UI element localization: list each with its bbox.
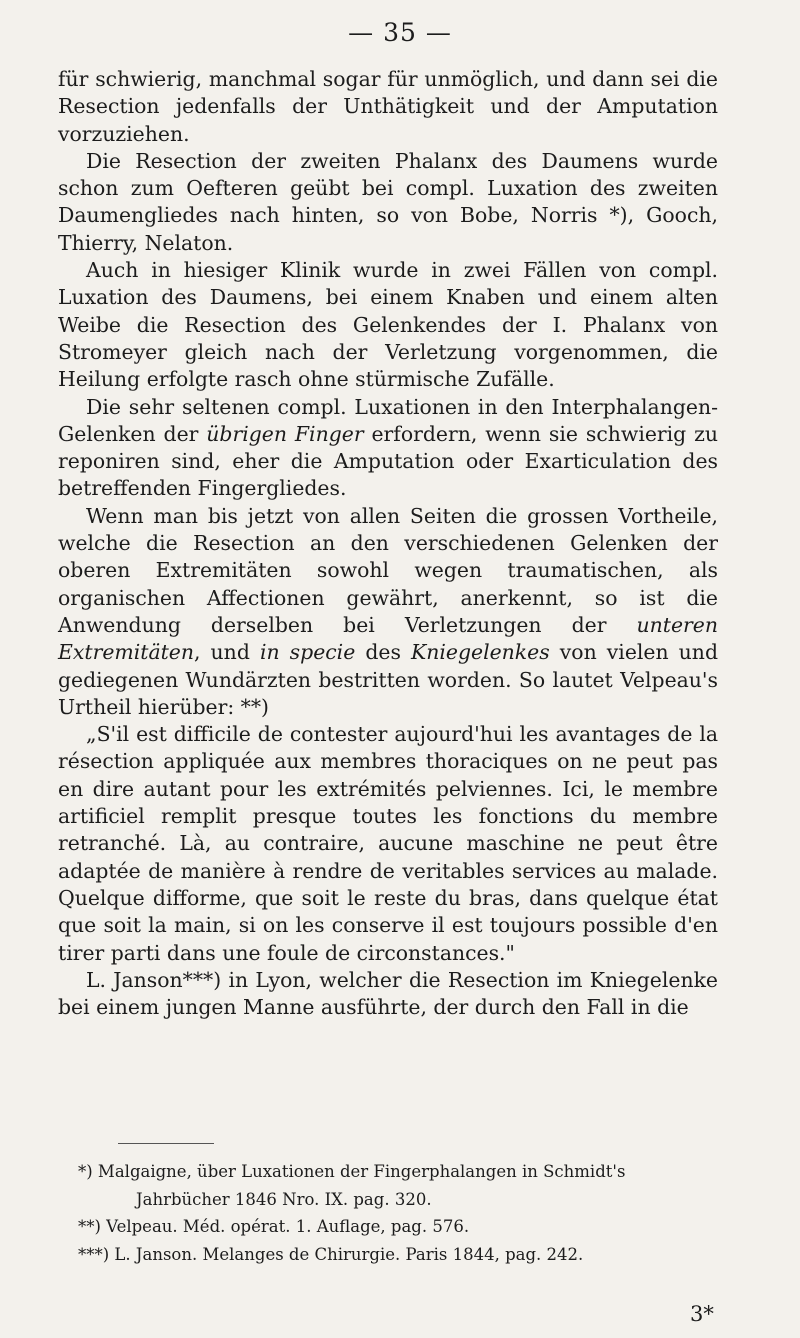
emphasis-knee-joint: Kniegelenkes [411,640,550,665]
page-number: — 35 — [348,18,452,47]
emphasis-fingers: übrigen Finger [206,421,364,446]
emphasis-lower-extremities: unteren Extremitäten [58,612,718,665]
footnote-rule [118,1143,214,1144]
paragraph-2: Die Resection der zweiten Phalanx des Daumens wurde schon zum Oefteren geübt bei compl. Luxation des zweiten Daumengliedes nach hinten, so von Bobe, Norris *), Gooch, Thierry, Nelaton. [58,148,718,255]
footnote-2: **) Velpeau. Méd. opérat. 1. Auflage, pag. 576. [78,1217,470,1236]
footnotes [78,1158,718,1268]
body-text [58,66,718,1021]
paragraph-7: L. Janson***) in Lyon, welcher die Resection im Kniegelenke bei einem jungen Manne ausführte, der durch den Fall in die [58,967,718,1020]
paragraph-5: Wenn man bis jetzt von allen Seiten die grossen Vortheile, welche die Resection an den verschiedenen Gelenken der oberen Extremitäten sowohl wegen traumatischen, als organischen Affectionen gewährt, anerkennt, so ist die Anwendung derselben bei Verletzungen der unteren Extremitäten, und in specie des Kniegelenkes von vielen und gediegenen Wundärzten bestritten worden. So lautet Velpeau's Urtheil hierüber: **) [58,503,718,719]
footnote-3: ***) L. Janson. Melanges de Chirurgie. Paris 1844, pag. 242. [78,1244,584,1264]
paragraph-1: für schwierig, manchmal sogar für unmöglich, und dann sei die Resection jedenfalls der Unthätigkeit und der Amputation vorzuziehen. [58,67,718,146]
paragraph-3: Auch in hiesiger Klinik wurde in zwei Fällen von compl. Luxation des Daumens, bei einem Knaben und einem alten Weibe die Resection des Gelenkendes der I. Phalanx von Stromeyer gleich nach der Verletzung vorgenommen, die Heilung erfolgte rasch ohne stürmische Zufälle. [58,258,718,392]
paragraph-quote: „S'il est difficile de contester aujourd'hui les avantages de la résection appliquée aux membres thoraciques on ne peut pas en dire autant pour les extrémités pelviennes. Ici, le membre artificiel remplit presque toutes les fonctions du membre retranché. Là, au contraire, aucune maschine ne peut être adaptée de manière à rendre de veritables services au malade. Quelque difforme, que soit le reste du bras, dans quelque état que soit la main, si on les conserve il est toujours possible d'en tirer parti dans une foule de circonstances." [58,722,718,965]
emphasis-in-specie: in specie [259,640,356,665]
paragraph-4: Die sehr seltenen compl. Luxationen in den Interphalangen-Gelenken der übrigen Finger erfordern, wenn sie schwierig zu reponiren sind, eher die Amputation oder Exarticulation des betreffenden Fingergliedes. [58,394,719,501]
footnote-1: *) Malgaigne, über Luxationen der Fingerphalangen in Schmidt's Jahrbücher 1846 Nro. IX. pag. 320. [78,1162,626,1209]
signature-mark: 3* [690,1302,714,1326]
